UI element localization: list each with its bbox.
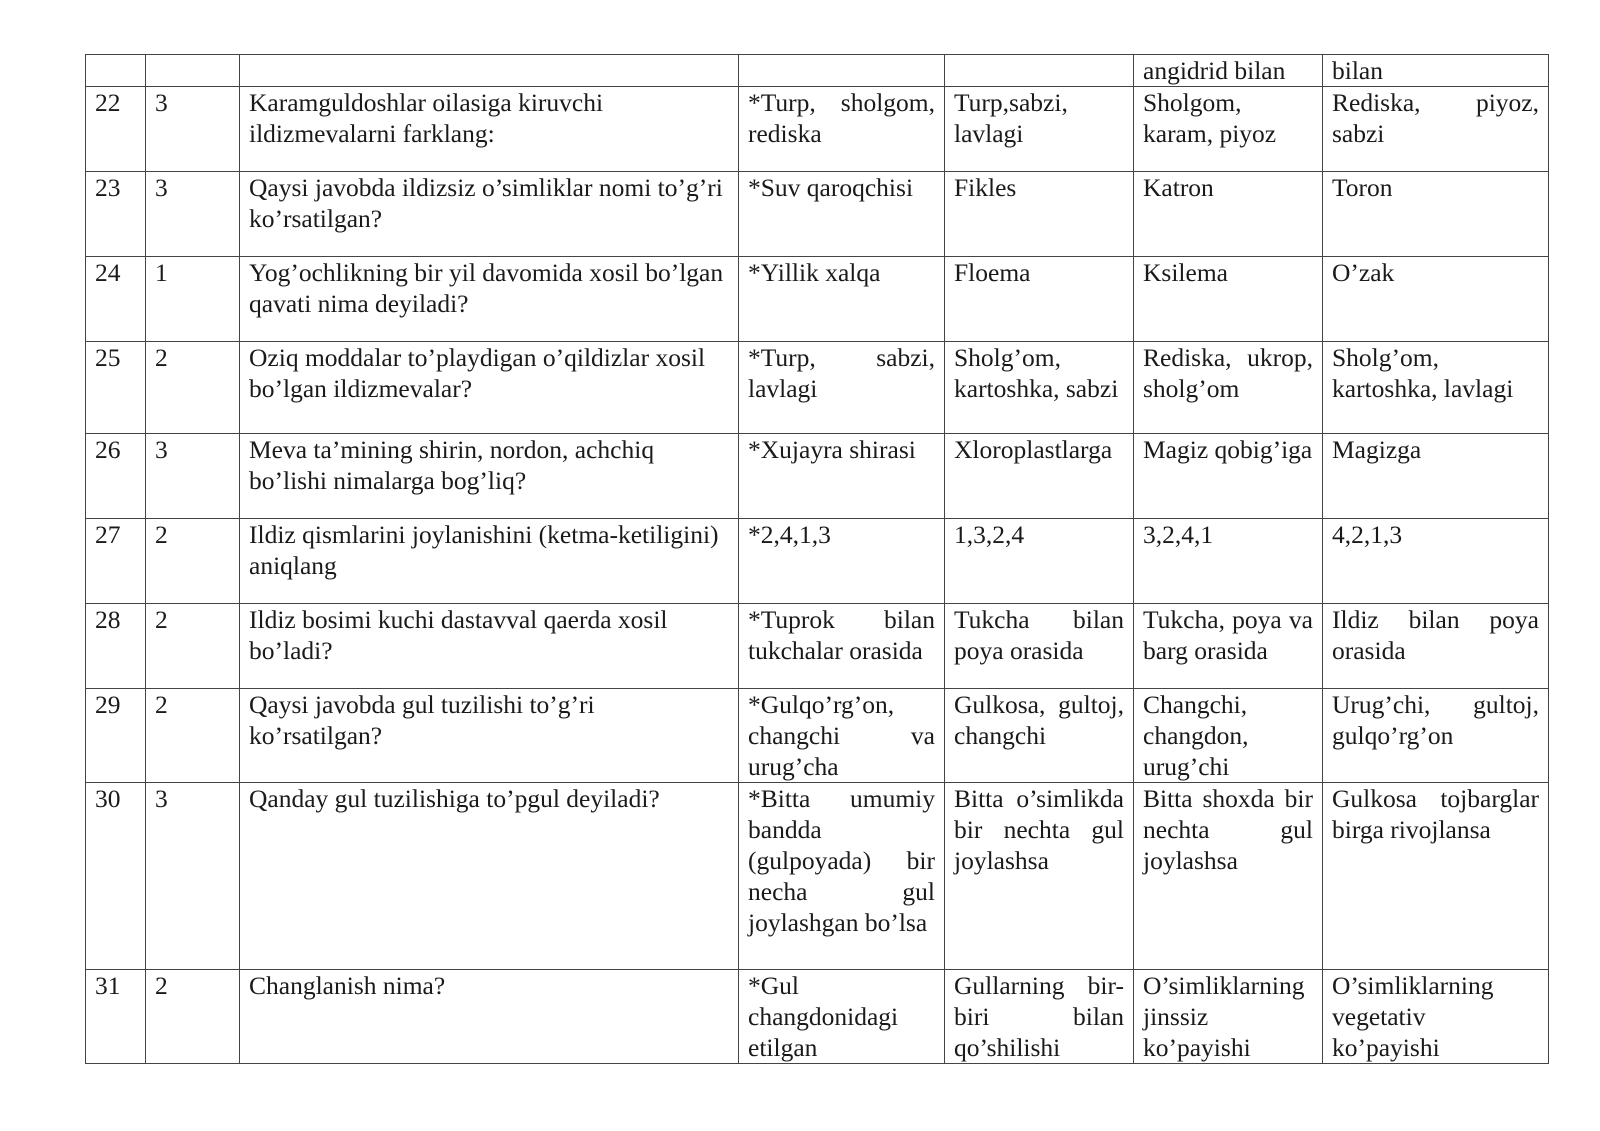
answer-a-cell: *Yillik xalqa [739,257,945,342]
answer-b-cell: Bitta o’simlikda bir nechta gul joylashsa [945,783,1134,970]
answer-c-cell: Katron [1134,172,1323,257]
answer-d-cell: Toron [1323,172,1549,257]
answer-d-cell: bilan [1323,55,1549,87]
number-cell: 22 [86,87,146,172]
question-cell: Yog’ochlikning bir yil davomida xosil bo’lgan qavati nima deyiladi? [240,257,739,342]
answer-b-cell: Tukcha bilan poya orasida [945,604,1134,689]
level-cell: 2 [146,970,240,1064]
answer-d-cell: O’zak [1323,257,1549,342]
number-cell [86,55,146,87]
answer-c-cell: O’simliklarning jinssiz ko’payishi [1134,970,1323,1064]
table-row [86,970,1549,1064]
question-cell: Qaysi javobda gul tuzilishi to’g’ri ko’rsatilgan? [240,689,739,783]
number-cell: 29 [86,689,146,783]
number-cell: 25 [86,342,146,434]
answer-d-cell: Rediska, piyoz, sabzi [1323,87,1549,172]
answer-d-cell: Ildiz bilan poya orasida [1323,604,1549,689]
question-cell: Karamguldoshlar oilasiga kiruvchi ildizmevalarni farklang: [240,87,739,172]
question-cell: Qanday gul tuzilishiga to’pgul deyiladi? [240,783,739,970]
table-row [86,783,1549,970]
answer-c-cell: Bitta shoxda bir nechta gul joylashsa [1134,783,1323,970]
number-cell: 27 [86,519,146,604]
table-row [86,689,1549,783]
answer-d-cell: 4,2,1,3 [1323,519,1549,604]
number-cell: 26 [86,434,146,519]
question-cell: Ildiz bosimi kuchi dastavval qaerda xosil bo’ladi? [240,604,739,689]
answer-c-cell: angidrid bilan [1134,55,1323,87]
answer-a-cell: *Gulqo’rg’on, changchi va urug’cha [739,689,945,783]
answer-d-cell: O’simliklarning vegetativ ko’payishi [1323,970,1549,1064]
answer-d-cell: Sholg’om, kartoshka, lavlagi [1323,342,1549,434]
answer-c-cell: Tukcha, poya va barg orasida [1134,604,1323,689]
answer-c-cell: Sholgom, karam, piyoz [1134,87,1323,172]
answer-a-cell: *Gul changdonidagi etilgan [739,970,945,1064]
level-cell: 3 [146,87,240,172]
table-row [86,257,1549,342]
question-cell [240,55,739,87]
answer-c-cell: Ksilema [1134,257,1323,342]
number-cell: 30 [86,783,146,970]
table-row [86,604,1549,689]
answer-c-cell: Changchi, changdon, urug’chi [1134,689,1323,783]
answer-b-cell: 1,3,2,4 [945,519,1134,604]
number-cell: 31 [86,970,146,1064]
answer-a-cell [739,55,945,87]
question-cell: Ildiz qismlarini joylanishini (ketma-ketiligini) aniqlang [240,519,739,604]
answer-b-cell: Fikles [945,172,1134,257]
level-cell: 2 [146,604,240,689]
answer-a-cell: *Bitta umumiy bandda (gulpoyada) bir necha gul joylashgan bo’lsa [739,783,945,970]
question-table [85,54,1549,1064]
table-row [86,172,1549,257]
answer-c-cell: Rediska, ukrop, sholg’om [1134,342,1323,434]
answer-b-cell: Xloroplastlarga [945,434,1134,519]
level-cell: 3 [146,172,240,257]
level-cell: 2 [146,342,240,434]
answer-a-cell: *Tuprok bilan tukchalar orasida [739,604,945,689]
question-cell: Qaysi javobda ildizsiz o’simliklar nomi to’g’ri ko’rsatilgan? [240,172,739,257]
level-cell: 2 [146,689,240,783]
level-cell: 3 [146,434,240,519]
level-cell: 1 [146,257,240,342]
answer-b-cell: Floema [945,257,1134,342]
answer-d-cell: Urug’chi, gultoj, gulqo’rg’on [1323,689,1549,783]
answer-a-cell: *Suv qaroqchisi [739,172,945,257]
number-cell: 28 [86,604,146,689]
level-cell: 2 [146,519,240,604]
table-row [86,519,1549,604]
answer-a-cell: *Xujayra shirasi [739,434,945,519]
question-cell: Meva ta’mining shirin, nordon, achchiq bo’lishi nimalarga bog’liq? [240,434,739,519]
answer-a-cell: *Turp, sholgom, rediska [739,87,945,172]
answer-c-cell: Magiz qobig’iga [1134,434,1323,519]
answer-b-cell: Sholg’om, kartoshka, sabzi [945,342,1134,434]
answer-b-cell: Gullarning bir-biri bilan qo’shilishi [945,970,1134,1064]
level-cell [146,55,240,87]
answer-d-cell: Magizga [1323,434,1549,519]
number-cell: 24 [86,257,146,342]
answer-c-cell: 3,2,4,1 [1134,519,1323,604]
level-cell: 3 [146,783,240,970]
answer-b-cell: Turp,sabzi, lavlagi [945,87,1134,172]
number-cell: 23 [86,172,146,257]
answer-d-cell: Gulkosa tojbarglar birga rivojlansa [1323,783,1549,970]
table-row-continued [86,55,1549,87]
answer-b-cell: Gulkosa, gultoj, changchi [945,689,1134,783]
table-row [86,87,1549,172]
table-row [86,434,1549,519]
answer-b-cell [945,55,1134,87]
question-cell: Oziq moddalar to’playdigan o’qildizlar xosil bo’lgan ildizmevalar? [240,342,739,434]
answer-a-cell: *Turp, sabzi, lavlagi [739,342,945,434]
answer-a-cell: *2,4,1,3 [739,519,945,604]
table-row [86,342,1549,434]
question-cell: Changlanish nima? [240,970,739,1064]
